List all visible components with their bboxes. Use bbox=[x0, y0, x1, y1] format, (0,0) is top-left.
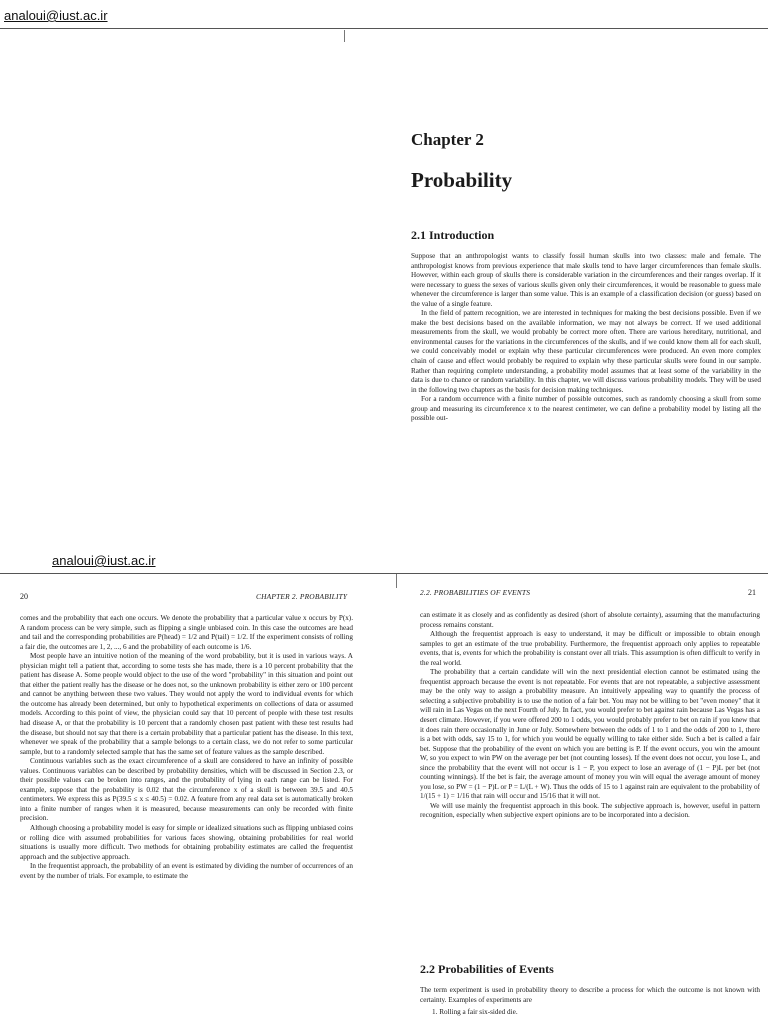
mid-header-rule bbox=[0, 573, 768, 574]
left-page-number: 20 bbox=[20, 592, 28, 601]
chapter-label: Chapter 2 bbox=[411, 130, 484, 149]
right-paragraph-2: Although the frequentist approach is easy to understand, it may be difficult or impossible to obtain enough samples to get an estimate of the true probability. Furthermore, the frequentist approach only applies to repeatable events, that is, events for which the probability is constant over all trials. This assumption is often difficult to verify in the real world. bbox=[420, 630, 760, 667]
left-page-text-column bbox=[20, 614, 353, 1024]
left-paragraph-3: Continuous variables such as the exact circumference of a skull are considered to have an infinity of possible values. Continuous variables can be described by probability densities, which will be discussed in Section 2.3, or their possible values can be broken into ranges, and the probability of lying in each range can be listed. For example, suppose that the probability is 0.02 that the circumference x of a skull is between 39.5 and 40.5 centimeters. We express this as P(39.5 ≤ x ≤ 40.5) = 0.02. A feature from any real data set is automatically broken into a finite number of ranges when it is measured, because measurements can only be recorded with finite precision. bbox=[20, 757, 353, 823]
left-paragraph-5: In the frequentist approach, the probability of an event is estimated by dividing the number of occurrences of an event by the number of trials. For example, to estimate the bbox=[20, 862, 353, 880]
intro-paragraph-2: In the field of pattern recognition, we are interested in techniques for making the best decisions possible. Even if we make the best decisions based on the available information, we may not always be correct. If we used additional measurements from the skull, we would probably be correct more often. There are various hereditary, nutritional, and environmental causes for the variations in the circumferences of the skulls, and if we could know them all for each skull, we could conceivably model or explain why these particular circumferences were produced. An even more complex chain of cause and effect would probably be required to explain why these particular skulls were found in our sample. Rather than requiring complete understanding, a probability model assumes that at least some of the variability in the data is due to chance or random variability. In this chapter, we will discuss various probability models. They will be used in the following two chapters as the basis for decision making techniques. bbox=[411, 309, 761, 394]
list-item: 1. Rolling a fair six-sided die. bbox=[432, 1008, 518, 1016]
mid-center-mark bbox=[396, 574, 397, 588]
mid-email-link[interactable]: analoui@iust.ac.ir bbox=[52, 553, 156, 568]
section-heading-introduction: 2.1 Introduction bbox=[411, 228, 495, 242]
chapter-title: Probability bbox=[411, 168, 513, 192]
right-paragraph-4: We will use mainly the frequentist approach in this book. The subjective approach is, however, useful in pattern recognition, especially when subjective expert opinions are to be incorporated into a decision. bbox=[420, 801, 760, 820]
section-heading-probabilities-of-events: 2.2 Probabilities of Events bbox=[420, 962, 554, 976]
top-email-link[interactable]: analoui@iust.ac.ir bbox=[4, 8, 108, 23]
top-center-mark bbox=[344, 30, 345, 42]
intro-paragraph-3: For a random occurrence with a finite number of possible outcomes, such as randomly choosing a skull from some group and measuring its circumference x to the nearest centimeter, we can define a probability model by listing all the possible out- bbox=[411, 395, 761, 423]
intro-paragraph-1: Suppose that an anthropologist wants to classify fossil human skulls into two classes: male and female. The anthropologist knows from previous experience that male skulls tend to have larger circumferences than female skulls. However, within each group of skulls there is considerable variation in the circumferences and their ranges overlap. If it were necessary to guess the sexes of various skulls given only their circumferences, it would be reasonable to guess male whenever the circumference is larger than some value. This is an example of a classification decision (or guess) based on the value of a single feature. bbox=[411, 252, 761, 308]
right-page-text-column bbox=[420, 611, 760, 956]
right-running-head: 2.2. PROBABILITIES OF EVENTS bbox=[420, 588, 531, 597]
experiment-definition-paragraph: The term experiment is used in probability theory to describe a process for which the outcome is not known with certainty. Examples of experiments are bbox=[420, 986, 760, 1004]
left-paragraph-2: Most people have an intuitive notion of the meaning of the word probability, but it is used in various ways. A physician might tell a patient that, according to some tests she has made, there is a 10 percent probability that the patient has disease A. Some people would object to the use of the word "probability" in this situation and point out that either the patient really has the disease or he does not, so the unknown probability is either zero or 100 percent and cannot be anything between these two values. They would not apply the word to individual events for which the outcome has already been determined, but only to hypothetical experiments on collections of data or assumed models. According to this point of view, the physician could say that 10 percent of people with these test results had disease A, or that the probability is 10 percent that a randomly chosen past patient with these test results had the disease, but should not say that there is a certain probability that a particular patient has the disease. In this text, whenever we speak of the probability that a sample belongs to a certain class, we do not refer to some particular sample, but to a randomly selected sample that has the same set of feature values as the sample described. bbox=[20, 652, 353, 756]
left-running-head: CHAPTER 2. PROBABILITY bbox=[256, 592, 348, 601]
left-paragraph-4: Although choosing a probability model is easy for simple or idealized situations such as flipping unbiased coins or rolling dice with assumed probabilities for various faces showing, obtaining probabilities for real world situations is usually more difficult. Two methods for obtaining probability estimates are called the frequentist approach and the subjective approach. bbox=[20, 824, 353, 861]
right-section-text bbox=[420, 986, 760, 1008]
intro-text-column bbox=[411, 252, 761, 538]
top-header-rule bbox=[0, 28, 768, 29]
right-paragraph-3: The probability that a certain candidate will win the next presidential election cannot be estimated using the frequentist approach because the event is not repeatable. For events that are not repeatable, a subjective assessment may be the only way to assign a probability measure. An intuitively appealing way to quantify the process of selecting a subjective probability is to use the notion of a fair bet. You may not be willing to bet "even money" that it will rain in Las Vegas on the next Fourth of July. In fact, you would prefer to bet against rain because Las Vegas has a desert climate. However, if you were offered 200 to 1 odds, you would probably prefer to bet on rain if you knew that it does rain there occasionally in June or July. Somewhere between the odds of 1 to 1 and the odds of 200 to 1, there is a bet with odds, say 15 to 1, for which you would be equally willing to take either side. Such a bet is called a fair bet. Suppose that the probability of the event on which you are betting is P. If the event occurs, you win the amount W, so you expect to win PW on the average per bet (not counting losses). If the event does not occur, you lose L, and since the probability that the event will not occur is 1 − P, you expect to lose an average of (1 − P)L per bet (not counting winnings). If the bet is fair, the average amount of money you win will equal the average amount of money you lose, so PW = (1 − P)L or P = L/(L + W). Thus the odds of 15 to 1 against rain are equivalent to the probability of 1/(15 + 1) = 1/16 that rain will occur and 15/16 that it will not. bbox=[420, 668, 760, 801]
right-paragraph-1: can estimate it as closely and as confidently as desired (short of absolute certainty), assuming that the manufacturing process remains constant. bbox=[420, 611, 760, 629]
left-paragraph-1: comes and the probability that each one occurs. We denote the probability that a particular value x occurs by P(x). A random process can be very simple, such as flipping a single unbiased coin. In this case the outcomes are head and tail and the corresponding probabilities are P(head) = 1/2 and P(tail) = 1/2. If the experiment consists of rolling a fair die, the outcomes are 1, 2, ..., 6 and the probability of each outcome is 1/6. bbox=[20, 614, 353, 651]
right-page-number: 21 bbox=[748, 588, 756, 597]
